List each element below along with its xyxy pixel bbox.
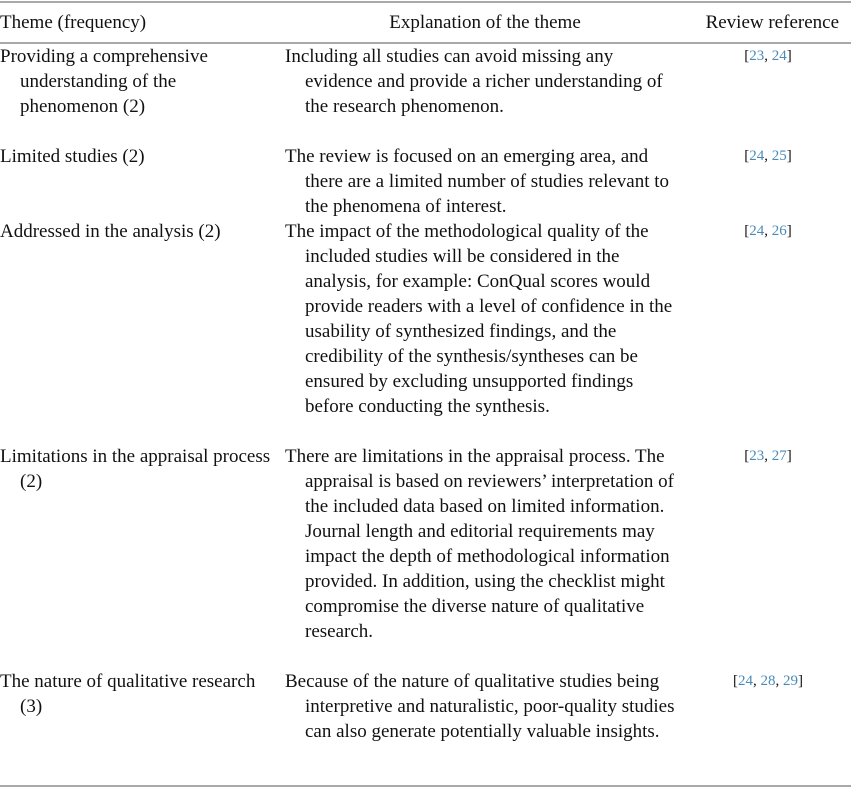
explanation-cell: The impact of the methodological quality of the included studies will be considered in the analysis, for example: ConQual scores would provide readers with a level of confidence in the usability of synthesized findings, and the credibility of the synthesis/syntheses can be ensured by excluding unsupported findings before conducting the synthesis. bbox=[285, 221, 673, 417]
ref-link[interactable]: 24 bbox=[749, 223, 765, 239]
explanation-cell: There are limitations in the appraisal process. The appraisal is based on reviewers’ interpretation of the included data based on limited information. Journal length and editorial requirements may impact the depth of methodological information provided. In addition, using the checklist might compromise the diverse nature of qualitative research. bbox=[285, 446, 674, 642]
ref-link[interactable]: 23 bbox=[749, 448, 765, 464]
explanation-cell: Because of the nature of qualitative studies being interpretive and naturalistic, poor-quality studies can also generate potentially valuable insights. bbox=[285, 671, 675, 742]
ref-link[interactable]: 24 bbox=[771, 48, 787, 64]
table-row bbox=[0, 144, 851, 219]
reference-cell: [23, 27] bbox=[744, 448, 792, 464]
table-bottom-rule bbox=[0, 785, 851, 787]
ref-link[interactable]: 27 bbox=[771, 448, 787, 464]
header-explanation: Explanation of the theme bbox=[389, 12, 581, 33]
ref-link[interactable]: 25 bbox=[771, 148, 787, 164]
theme-cell: Providing a comprehensive understanding of the phenomenon (2) bbox=[0, 46, 208, 117]
theme-cell: Limitations in the appraisal process (2) bbox=[0, 446, 271, 492]
table-row bbox=[0, 219, 851, 444]
reference-cell: [24, 28, 29] bbox=[733, 673, 803, 689]
reference-cell: [24, 25] bbox=[744, 148, 792, 164]
header-reference: Review reference bbox=[705, 12, 839, 33]
table-header-row bbox=[0, 0, 851, 44]
ref-link[interactable]: 23 bbox=[749, 48, 765, 64]
theme-cell: Addressed in the analysis (2) bbox=[0, 221, 221, 242]
explanation-cell: The review is focused on an emerging area, and there are a limited number of studies relevant to the phenomena of interest. bbox=[285, 146, 670, 217]
ref-link[interactable]: 24 bbox=[738, 673, 753, 689]
ref-link[interactable]: 29 bbox=[783, 673, 798, 689]
ref-link[interactable]: 24 bbox=[749, 148, 765, 164]
table-row bbox=[0, 444, 851, 669]
table-row bbox=[0, 44, 851, 144]
reference-cell: [23, 24] bbox=[744, 48, 792, 64]
ref-link[interactable]: 26 bbox=[771, 223, 787, 239]
theme-cell: Limited studies (2) bbox=[0, 146, 145, 167]
table-row bbox=[0, 669, 851, 779]
theme-cell: The nature of qualitative research (3) bbox=[0, 671, 256, 717]
explanation-cell: Including all studies can avoid missing any evidence and provide a richer understanding of the research phenomenon. bbox=[285, 46, 663, 117]
header-theme: Theme (frequency) bbox=[0, 12, 147, 33]
reference-cell: [24, 26] bbox=[744, 223, 792, 239]
ref-link[interactable]: 28 bbox=[760, 673, 776, 689]
